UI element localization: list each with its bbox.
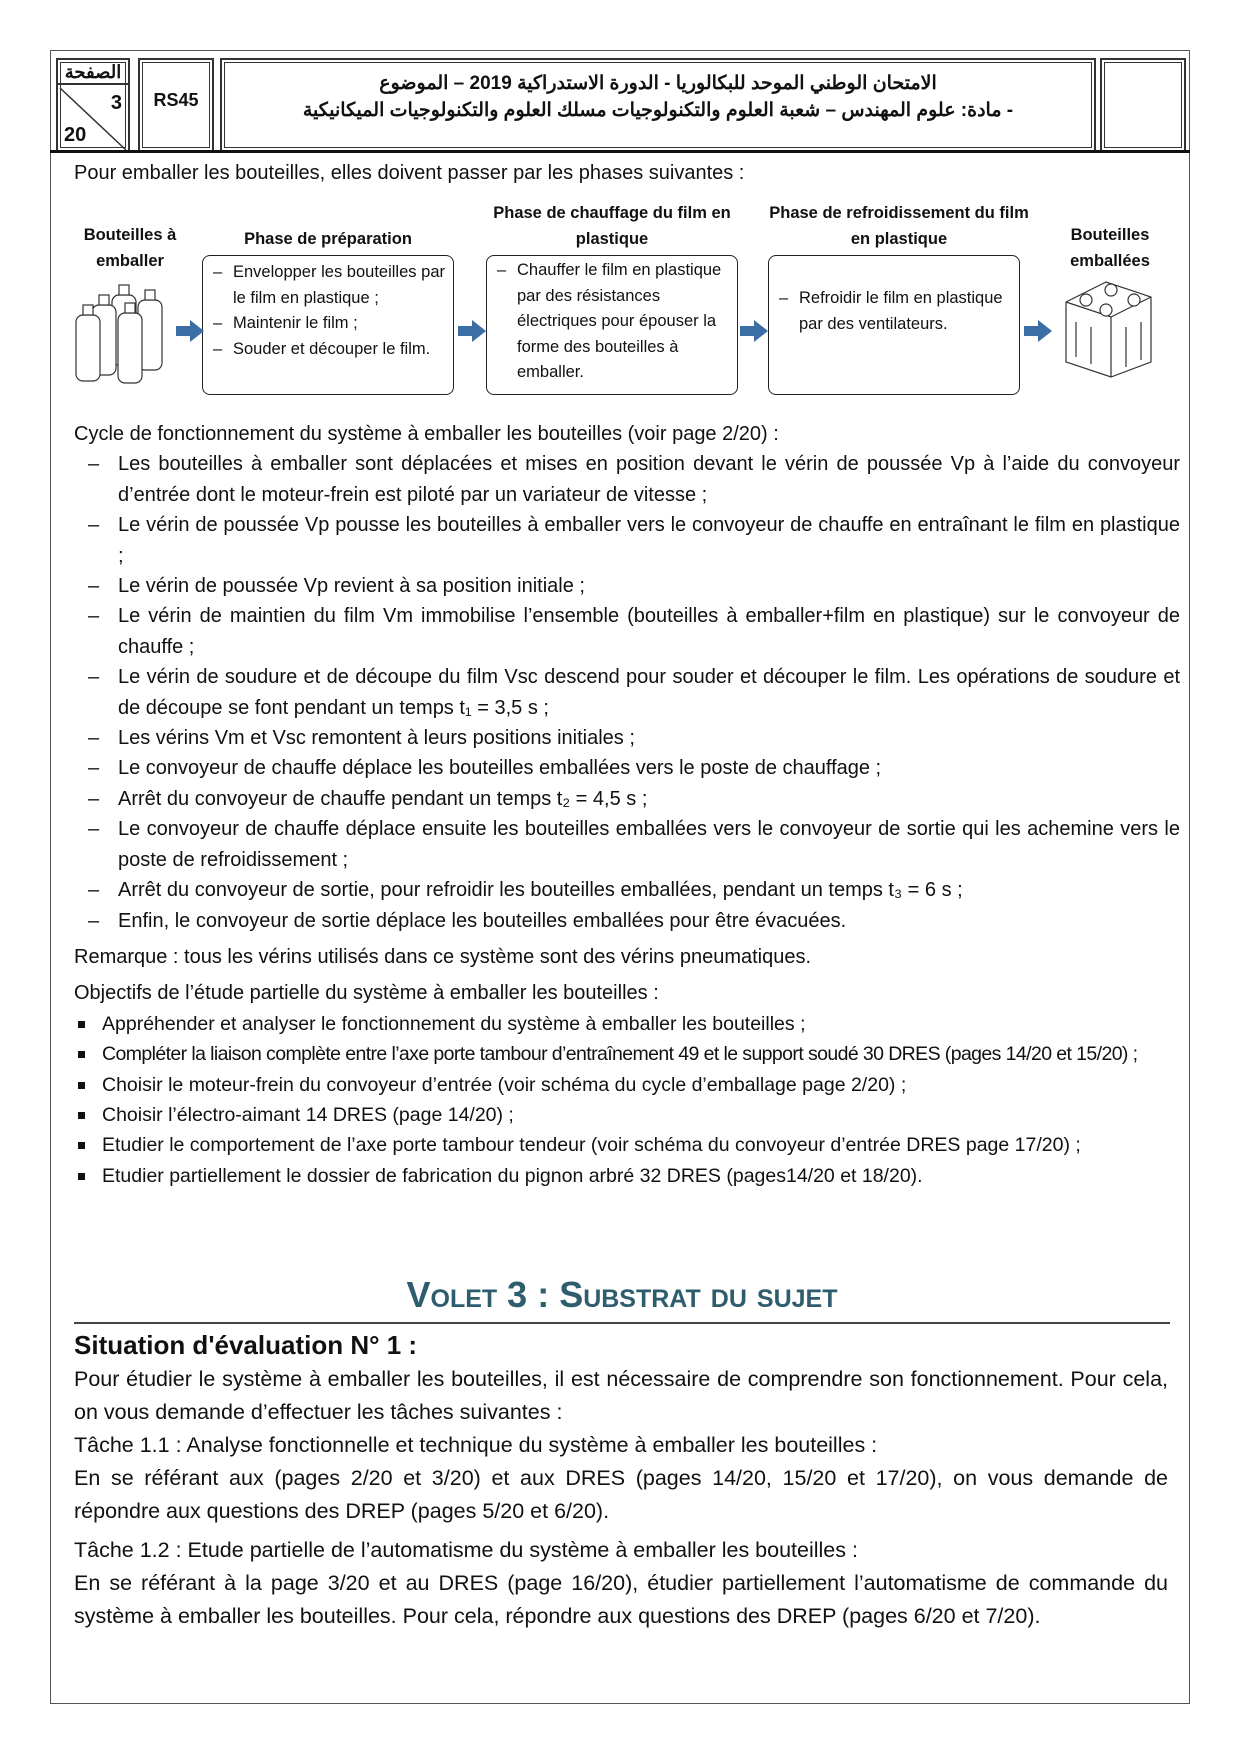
situation-title: Situation d'évaluation N° 1 :	[74, 1330, 418, 1360]
page-number-box	[56, 58, 130, 152]
subject-code: RS45	[153, 90, 199, 110]
phase-box-heating	[486, 255, 738, 395]
task1-title: Tâche 1.1 : Analyse fonctionnelle et technique du système à emballer les bouteilles :	[74, 1433, 878, 1457]
section-divider	[74, 1322, 1170, 1324]
cycle-step: – Arrêt du convoyeur de chauffe pendant un temps t₂ = 4,5 s ;	[74, 784, 1180, 814]
bottles-icon	[72, 275, 172, 385]
header-title-line1: الامتحان الوطني الموحد للبكالوريا - الدورة الاستدراكية 2019 – الموضوع	[379, 73, 937, 94]
blank-box	[1100, 58, 1186, 152]
objective-item: Etudier le comportement de l’axe porte tambour tendeur (voir schéma du convoyeur d’entrée DRES page 17/20) ;	[74, 1130, 1180, 1160]
code-box	[138, 58, 214, 152]
phase-item: – Chauffer le film en plastique par des résistances électriques pour épouser la forme des bouteilles à emballer.	[495, 258, 729, 386]
cycle-step: – Le vérin de poussée Vp revient à sa position initiale ;	[74, 571, 1180, 601]
phase-box-cooling	[768, 255, 1020, 395]
cycle-title: Cycle de fonctionnement du système à emballer les bouteilles (voir page 2/20) :	[74, 423, 779, 445]
task1-text: En se référant aux (pages 2/20 et 3/20) et aux DRES (pages 14/20, 15/20 et 17/20), on vous demande de répondre aux questions des DREP (pages 5/20 et 6/20).	[74, 1466, 1168, 1523]
arrow-right-icon	[1024, 320, 1052, 342]
page-total: 20	[64, 124, 87, 146]
objective-item: Etudier partiellement le dossier de fabrication du pignon arbré 32 DRES (pages14/20 et 18/20).	[74, 1161, 1180, 1191]
phase-title: Phase de refroidissement du film en plastique	[769, 204, 1029, 248]
cycle-section	[74, 419, 1180, 1191]
header-title-line2: - مادة: علوم المهندس – شعبة العلوم والتكنولوجيات مسلك العلوم والتكنولوجيات الميكانيكية	[302, 100, 1014, 121]
phase-item: – Envelopper les bouteilles par le film en plastique ;	[211, 260, 445, 311]
cycle-step: – Enfin, le convoyeur de sortie déplace les bouteilles emballées pour être évacuées.	[74, 906, 1180, 936]
header-divider	[50, 150, 1190, 153]
cycle-step: – Arrêt du convoyeur de sortie, pour refroidir les bouteilles emballées, pendant un temps t₃ = 6 s ;	[74, 875, 1180, 905]
cycle-step: – Le convoyeur de chauffe déplace ensuite les bouteilles emballées vers le convoyeur de sortie qui les achemine vers le poste de refroidissement ;	[74, 814, 1180, 875]
objectifs-title: Objectifs de l’étude partielle du système à emballer les bouteilles :	[74, 982, 659, 1005]
output-label: Bouteilles emballées	[1070, 226, 1150, 270]
input-label: Bouteilles à emballer	[83, 226, 177, 270]
objective-item: Appréhender et analyser le fonctionnement du système à emballer les bouteilles ;	[74, 1009, 1180, 1039]
intro-text: Pour emballer les bouteilles, elles doivent passer par les phases suivantes :	[74, 162, 745, 184]
situation-intro: Pour étudier le système à emballer les bouteilles, il est nécessaire de comprendre son fonctionnement. Pour cela, on vous demande d’effectuer les tâches suivantes :	[74, 1367, 1168, 1424]
phase-item: – Refroidir le film en plastique par des ventilateurs.	[777, 286, 1011, 337]
phase-item: – Maintenir le film ;	[211, 311, 445, 337]
arrow-right-icon	[176, 320, 204, 342]
volet-title: Volet 3 : Substrat du sujet	[406, 1274, 838, 1315]
phase-item: – Souder et découper le film.	[211, 337, 445, 363]
cycle-step: – Le vérin de soudure et de découpe du film Vsc descend pour souder et découper le film. Les opérations de soudure et de découpe se font pendant un temps t₁ = 3,5 s ;	[74, 662, 1180, 723]
cycle-step: – Le vérin de poussée Vp pousse les bouteilles à emballer vers le convoyeur de chauffe en entraînant le film en plastique ;	[74, 510, 1180, 571]
phase-title: Phase de chauffage du film en plastique	[493, 204, 731, 248]
situation-section	[74, 1327, 1168, 1633]
arrow-right-icon	[740, 320, 768, 342]
cycle-step: – Les bouteilles à emballer sont déplacées et mises en position devant le vérin de poussée Vp à l’aide du convoyeur d’entrée dont le moteur-frein est piloté par un variateur de vitesse ;	[74, 449, 1180, 510]
arrow-right-icon	[458, 320, 486, 342]
remarque-text: Remarque : tous les vérins utilisés dans ce système sont des vérins pneumatiques.	[74, 945, 812, 968]
phase-title: Phase de préparation	[244, 230, 412, 248]
objective-item: Choisir le moteur-frein du convoyeur d’entrée (voir schéma du cycle d’emballage page 2/20) ;	[74, 1070, 1180, 1100]
page-label: الصفحة	[58, 62, 128, 85]
page-number: 3	[110, 92, 122, 114]
cycle-step: – Les vérins Vm et Vsc remontent à leurs positions initiales ;	[74, 723, 1180, 753]
task2-text: En se référant à la page 3/20 et au DRES (page 16/20), étudier partiellement l’automatisme de commande du système à emballer les bouteilles. Pour cela, répondre aux questions des DREP (pages 6/20 et 7/20).	[74, 1571, 1168, 1628]
title-box	[220, 58, 1096, 152]
objective-item: Choisir l’électro-aimant 14 DRES (page 14/20) ;	[74, 1100, 1180, 1130]
phase-box-preparation	[202, 255, 454, 395]
cycle-step: – Le vérin de maintien du film Vm immobilise l’ensemble (bouteilles à emballer+film en plastique) sur le convoyeur de chauffe ;	[74, 601, 1180, 662]
cycle-step: – Le convoyeur de chauffe déplace les bouteilles emballées vers le poste de chauffage ;	[74, 753, 1180, 783]
task2-title: Tâche 1.2 : Etude partielle de l’automatisme du système à emballer les bouteilles :	[74, 1538, 858, 1562]
wrapped-bottles-icon	[1056, 272, 1160, 382]
objective-item: Compléter la liaison complète entre l’axe porte tambour d’entraînement 49 et le support soudé 30 DRES (pages 14/20 et 15/20) ;	[74, 1039, 1180, 1069]
